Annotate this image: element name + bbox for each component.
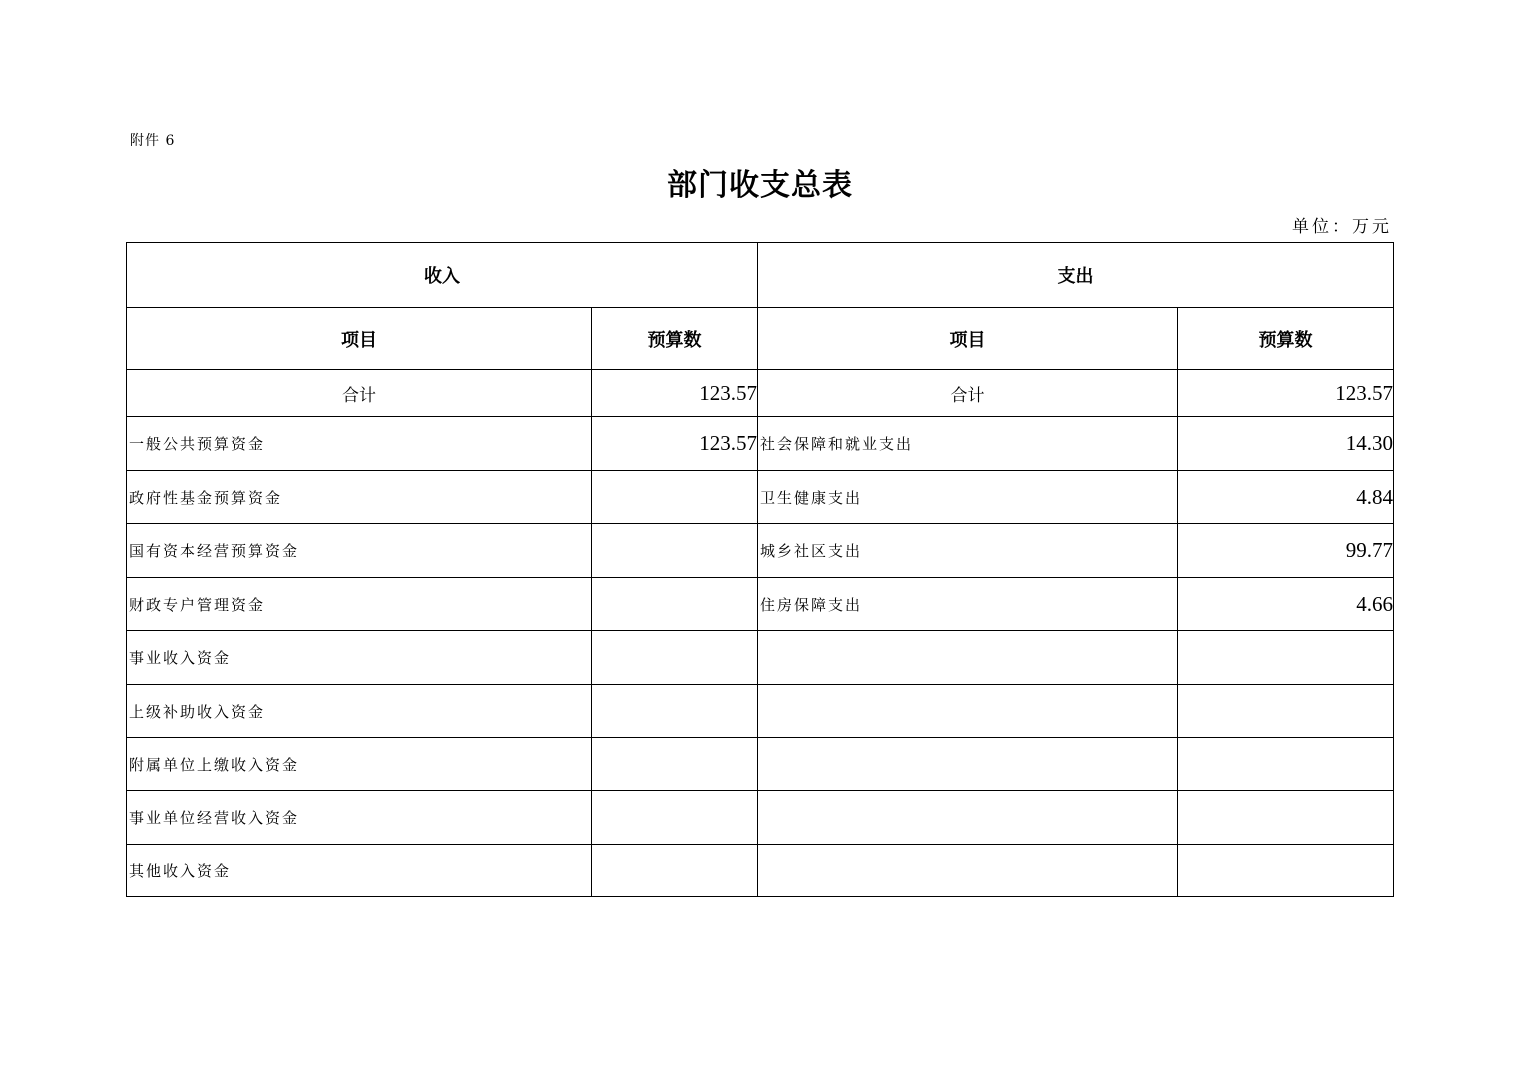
income-value: 123.57 <box>592 417 758 471</box>
income-value <box>592 471 758 524</box>
expense-value: 14.30 <box>1178 417 1394 471</box>
expense-value: 4.84 <box>1178 471 1394 524</box>
expense-total-value: 123.57 <box>1178 370 1394 417</box>
expense-section-header: 支出 <box>758 243 1394 308</box>
expense-value <box>1178 791 1394 845</box>
expense-item <box>758 845 1178 897</box>
income-value <box>592 791 758 845</box>
expense-item: 城乡社区支出 <box>758 524 1178 578</box>
expense-item <box>758 685 1178 738</box>
attachment-label: 附件 6 <box>130 133 176 149</box>
unit-label: 单位：万元 <box>1292 217 1392 237</box>
income-item: 事业单位经营收入资金 <box>127 791 592 845</box>
income-item: 一般公共预算资金 <box>127 417 592 471</box>
expense-value: 4.66 <box>1178 578 1394 631</box>
expense-item <box>758 791 1178 845</box>
income-item: 政府性基金预算资金 <box>127 471 592 524</box>
expense-value: 99.77 <box>1178 524 1394 578</box>
income-total-value: 123.57 <box>592 370 758 417</box>
expense-value <box>1178 631 1394 685</box>
income-item: 其他收入资金 <box>127 845 592 897</box>
income-item: 国有资本经营预算资金 <box>127 524 592 578</box>
expense-item: 住房保障支出 <box>758 578 1178 631</box>
expense-total-label: 合计 <box>758 370 1178 417</box>
income-value <box>592 685 758 738</box>
income-value <box>592 631 758 685</box>
income-item: 上级补助收入资金 <box>127 685 592 738</box>
income-value <box>592 738 758 791</box>
income-total-label: 合计 <box>127 370 592 417</box>
income-item: 财政专户管理资金 <box>127 578 592 631</box>
income-value <box>592 524 758 578</box>
income-value <box>592 845 758 897</box>
income-budget-column-header: 预算数 <box>592 308 758 370</box>
expense-item-column-header: 项目 <box>758 308 1178 370</box>
budget-table <box>126 242 1394 897</box>
expense-budget-column-header: 预算数 <box>1178 308 1394 370</box>
expense-item: 社会保障和就业支出 <box>758 417 1178 471</box>
expense-value <box>1178 845 1394 897</box>
page-title: 部门收支总表 <box>667 168 853 203</box>
expense-item <box>758 738 1178 791</box>
expense-item <box>758 631 1178 685</box>
income-item-column-header: 项目 <box>127 308 592 370</box>
income-section-header: 收入 <box>127 243 758 308</box>
expense-value <box>1178 685 1394 738</box>
expense-value <box>1178 738 1394 791</box>
income-item: 附属单位上缴收入资金 <box>127 738 592 791</box>
expense-item: 卫生健康支出 <box>758 471 1178 524</box>
income-item: 事业收入资金 <box>127 631 592 685</box>
income-value <box>592 578 758 631</box>
